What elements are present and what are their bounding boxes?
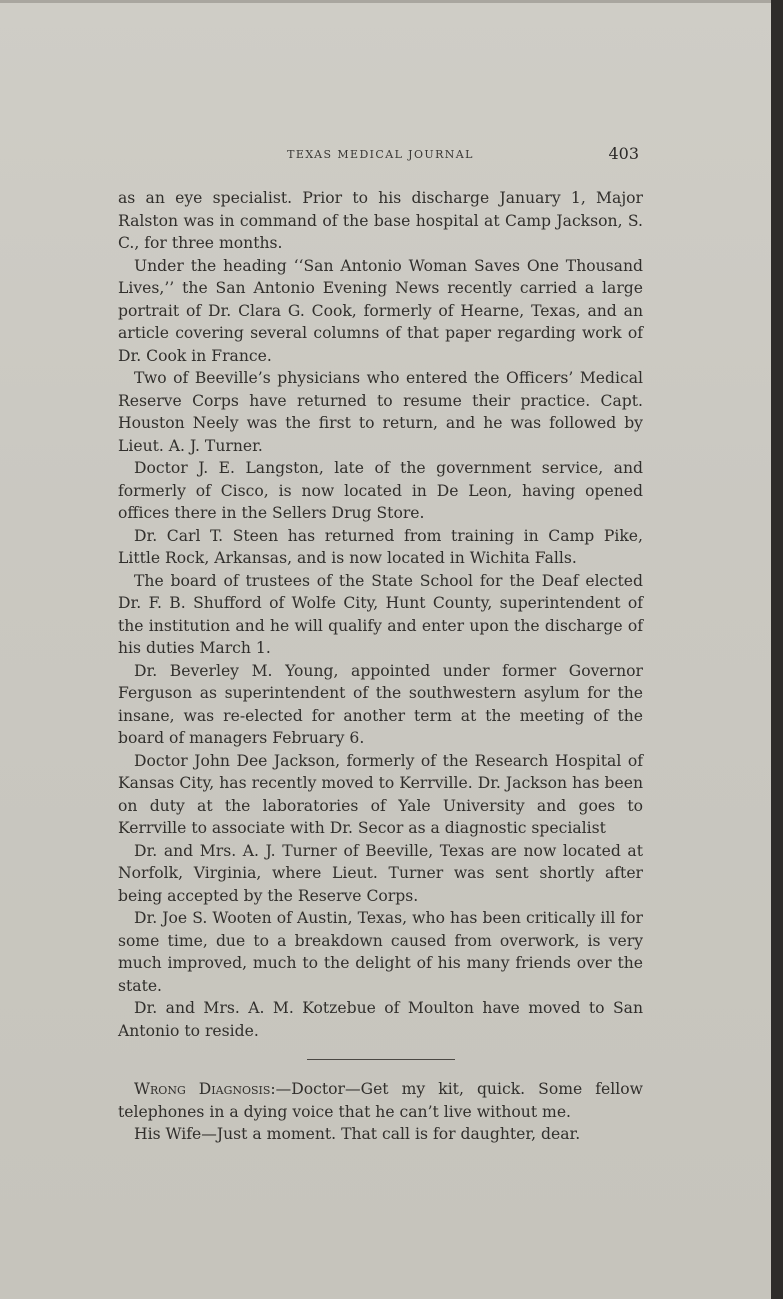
- paragraph-jackson: Doctor John Dee Jackson, formerly of the Research Hospital of Kansas City, has recently moved to Kerrville. Dr. Jackson has been on duty at the laboratories of Yale University and goes to Kerrville to associate with Dr. Secor as a diagnostic specialist: [118, 751, 643, 837]
- paragraph-continued: as an eye specialist. Prior to his discharge January 1, Major Ralston was in command of the base hospital at Camp Jackson, S. C., for three months.: [118, 189, 643, 252]
- paragraph-turner: Dr. and Mrs. A. J. Turner of Beeville, Texas are now located at Norfolk, Virginia, where Lieut. Turner was sent shortly after being accepted by the Reserve Corps.: [118, 841, 643, 905]
- paragraph-steen: Dr. Carl T. Steen has returned from training in Camp Pike, Little Rock, Arkansas, and is now located in Wichita Falls.: [118, 526, 643, 567]
- anecdote-line-1: Doctor—Get my kit, quick. Some fellow telephones in a dying voice that he can’t live without me.: [118, 1080, 643, 1121]
- paragraph-young: Dr. Beverley M. Young, appointed under former Governor Ferguson as superintendent of the southwestern asylum for the insane, was re-elected for another term at the meeting of the board of managers February 6.: [118, 661, 643, 747]
- page-right-edge: [771, 0, 783, 1299]
- paragraph-langston: Doctor J. E. Langston, late of the government service, and formerly of Cisco, is now located in De Leon, having opened offices there in the Sellers Drug Store.: [118, 459, 643, 522]
- anecdote-heading-suffix: :—: [270, 1080, 292, 1098]
- anecdote-heading: Wrong Diagnosis: [134, 1080, 271, 1098]
- page-top-edge: [0, 0, 783, 3]
- paragraph-beeville-physicians: Two of Beeville’s physicians who entered the Officers’ Medical Reserve Corps have returned to resume their practice. Capt. Houston Neely was the first to return, and he was followed by Lieut. A. J. Turner.: [118, 369, 643, 455]
- page-number: 403: [608, 144, 639, 163]
- page-header: [118, 146, 643, 168]
- running-head: TEXAS MEDICAL JOURNAL: [287, 148, 474, 161]
- anecdote-paragraph: [118, 1078, 643, 1123]
- paragraph-kotzebue: Dr. and Mrs. A. M. Kotzebue of Moulton have moved to San Antonio to reside.: [118, 999, 643, 1040]
- article-body: [118, 187, 643, 1146]
- paragraph-clara-cook: Under the heading ‘‘San Antonio Woman Saves One Thousand Lives,’’ the San Antonio Evening News recently carried a large portrait of Dr. Clara G. Cook, formerly of Hearne, Texas, and an article covering several columns of that paper regarding work of Dr. Cook in France.: [118, 256, 643, 365]
- paragraph-wooten: Dr. Joe S. Wooten of Austin, Texas, who has been critically ill for some time, due to a breakdown caused from overwork, is very much improved, much to the delight of his many friends over the state.: [118, 909, 643, 995]
- section-divider: [307, 1059, 455, 1060]
- paragraph-shufford: The board of trustees of the State School for the Deaf elected Dr. F. B. Shufford of Wolfe City, Hunt County, superintendent of the institution and he will qualify and enter upon the discharge of his duties March 1.: [118, 571, 643, 657]
- anecdote-reply: His Wife—Just a moment. That call is for daughter, dear.: [134, 1125, 581, 1143]
